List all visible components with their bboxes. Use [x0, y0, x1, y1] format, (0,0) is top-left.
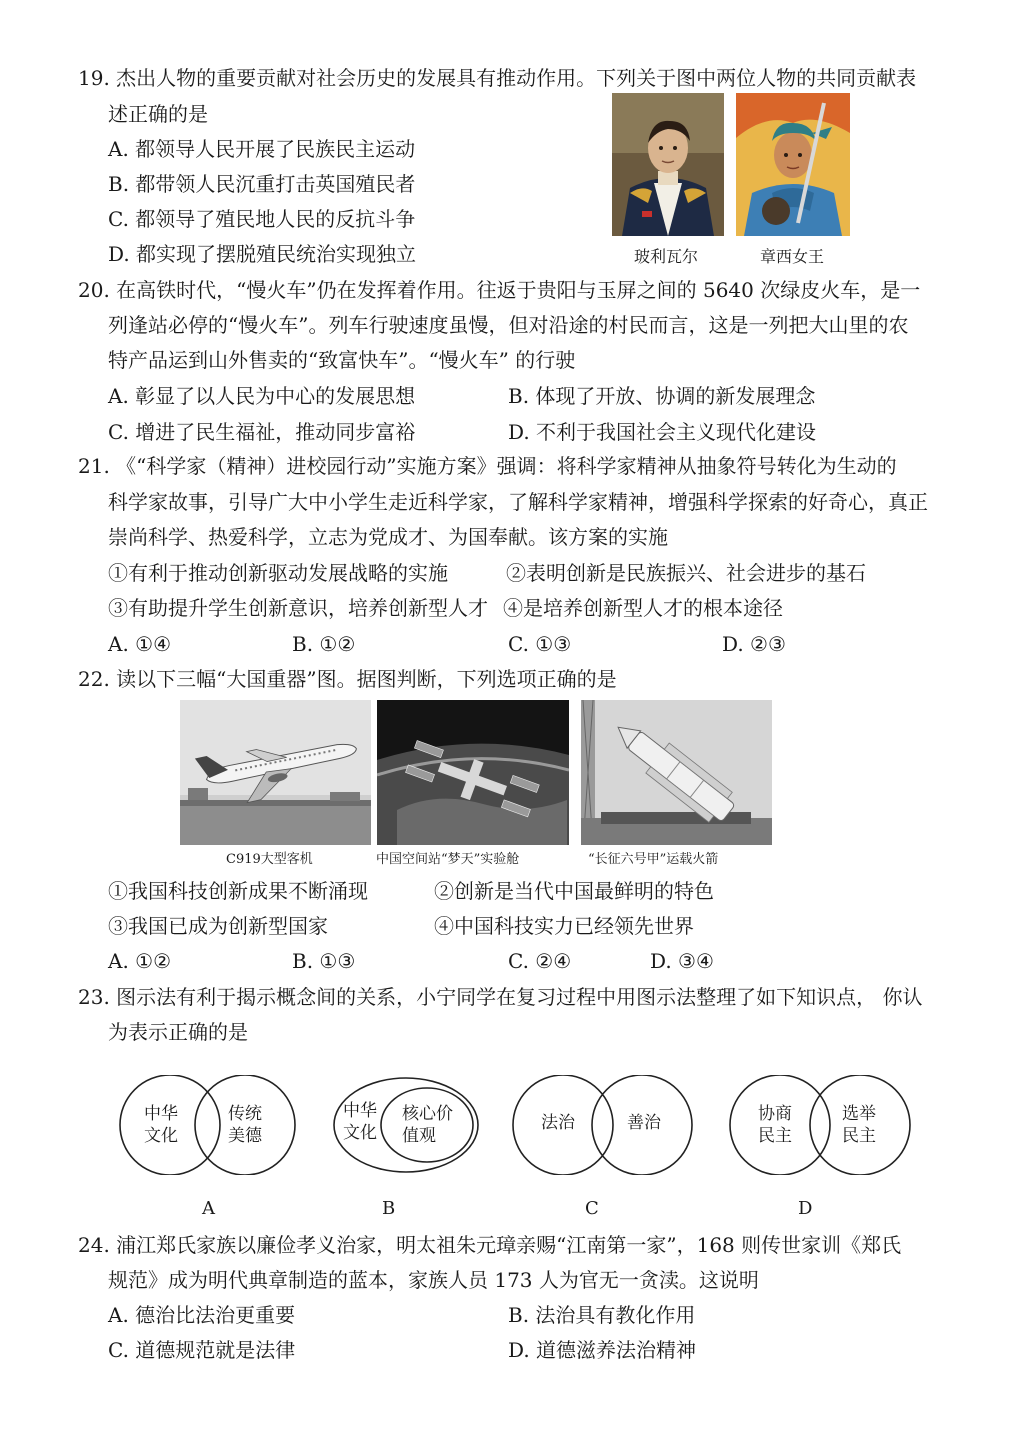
space-station-photo	[377, 700, 569, 845]
venn-a-right-label-1: 传统	[228, 1104, 262, 1124]
q19-option-b: B. 都带领人民沉重打击英国殖民者	[108, 172, 416, 196]
venn-d-left-label-1: 协商	[758, 1104, 792, 1124]
q22-statement-2: ②创新是当代中国最鲜明的特色	[434, 879, 714, 903]
q22-option-c: C. ②④	[508, 949, 572, 973]
q19-option-d: D. 都实现了摆脱殖民统治实现独立	[108, 242, 417, 266]
q22-option-b: B. ①③	[292, 949, 356, 973]
q22-statement-1: ①我国科技创新成果不断涌现	[108, 879, 368, 903]
q20-stem-line1: 20. 在高铁时代，“慢火车”仍在发挥着作用。往返于贵阳与玉屏之间的 5640 次绿皮火车，是一	[78, 278, 921, 302]
q22-option-d: D. ③④	[650, 949, 714, 973]
q20-option-a: A. 彰显了以人民为中心的发展思想	[108, 384, 416, 408]
rani-caption: 章西女王	[760, 247, 825, 266]
q24-option-d: D. 道德滋养法治精神	[508, 1338, 697, 1362]
venn-b-inner-label-2: 值观	[402, 1126, 436, 1146]
venn-a-letter: A	[202, 1198, 215, 1219]
q19-stem-line2: 述正确的是	[108, 102, 208, 126]
q24-stem-line2: 规范》成为明代典章制造的蓝本，家族人员 173 人为官无一贪渎。这说明	[108, 1268, 759, 1292]
q22-statement-3: ③我国已成为创新型国家	[108, 914, 328, 938]
q20-option-c: C. 增进了民生福祉，推动同步富裕	[108, 420, 416, 444]
q24-stem-line1: 24. 浦江郑氏家族以廉俭孝义治家，明太祖朱元璋亲赐“江南第一家”，168 则传世家训《郑氏	[78, 1233, 902, 1257]
venn-a-left-label-2: 文化	[144, 1126, 178, 1146]
venn-c-left-label: 法治	[541, 1113, 575, 1133]
q22-stem: 22. 读以下三幅“大国重器”图。据图判断，下列选项正确的是	[78, 667, 617, 691]
q20-option-d: D. 不利于我国社会主义现代化建设	[508, 420, 817, 444]
q23-stem-line1: 23. 图示法有利于揭示概念间的关系，小宁同学在复习过程中用图示法整理了如下知识点， 你认	[78, 985, 923, 1009]
c919-photo	[180, 700, 371, 845]
rocket-caption: “长征六号甲”运载火箭	[588, 852, 719, 867]
q21-option-c: C. ①③	[508, 632, 572, 656]
q23-stem-line2: 为表示正确的是	[108, 1020, 248, 1044]
q21-option-d: D. ②③	[722, 632, 786, 656]
q21-statement-1: ①有利于推动创新驱动发展战略的实施	[108, 561, 448, 585]
q21-statement-3: ③有助提升学生创新意识，培养创新型人才	[108, 596, 488, 620]
q24-option-c: C. 道德规范就是法律	[108, 1338, 296, 1362]
c919-caption: C919大型客机	[226, 852, 313, 867]
q24-option-a: A. 德治比法治更重要	[108, 1303, 296, 1327]
bolivar-caption: 玻利瓦尔	[634, 247, 699, 266]
rocket-photo	[581, 700, 772, 845]
venn-b-outer-label-1: 中华	[343, 1101, 377, 1121]
q20-stem-line2: 列逢站必停的“慢火车”。列车行驶速度虽慢，但对沿途的村民而言，这是一列把大山里的农	[108, 313, 909, 337]
venn-a-right-label-2: 美德	[228, 1126, 262, 1146]
venn-d-letter: D	[798, 1198, 813, 1219]
q21-statement-4: ④是培养创新型人才的根本途径	[503, 596, 783, 620]
q21-stem-line1: 21. 《“科学家（精神）进校园行动”实施方案》强调：将科学家精神从抽象符号转化为生动的	[78, 454, 897, 478]
rani-portrait	[736, 93, 850, 236]
q21-stem-line3: 崇尚科学、热爱科学，立志为党成才、为国奉献。该方案的实施	[108, 525, 668, 549]
venn-d-right-label-1: 选举	[842, 1104, 876, 1124]
q21-option-b: B. ①②	[292, 632, 356, 656]
q22-statement-4: ④中国科技实力已经领先世界	[434, 914, 694, 938]
q21-option-a: A. ①④	[108, 632, 172, 656]
bolivar-portrait	[612, 93, 724, 236]
q19-option-c: C. 都领导了殖民地人民的反抗斗争	[108, 207, 416, 231]
venn-b-letter: B	[382, 1198, 396, 1219]
q21-statement-2: ②表明创新是民族振兴、社会进步的基石	[506, 561, 866, 585]
q24-option-b: B. 法治具有教化作用	[508, 1303, 696, 1327]
q19-option-a: A. 都领导人民开展了民族民主运动	[108, 137, 416, 161]
venn-b-inner-label-1: 核心价	[402, 1104, 453, 1124]
q20-stem-line3: 特产品运到山外售卖的“致富快车”。“慢火车” 的行驶	[108, 348, 576, 372]
q21-stem-line2: 科学家故事，引导广大中小学生走近科学家，了解科学家精神，增强科学探索的好奇心，真正	[108, 490, 928, 514]
q20-option-b: B. 体现了开放、协调的新发展理念	[508, 384, 816, 408]
q19-stem-line1: 19. 杰出人物的重要贡献对社会历史的发展具有推动作用。下列关于图中两位人物的共同贡献表	[78, 66, 917, 90]
venn-c-letter: C	[585, 1198, 599, 1219]
space-station-caption: 中国空间站“梦天”实验舱	[376, 852, 520, 867]
q22-option-a: A. ①②	[108, 949, 172, 973]
venn-c-right-label: 善治	[627, 1113, 661, 1133]
venn-a-left-label-1: 中华	[144, 1104, 178, 1124]
venn-d-left-label-2: 民主	[758, 1126, 792, 1146]
venn-b-outer-label-2: 文化	[343, 1123, 377, 1143]
venn-d-right-label-2: 民主	[842, 1126, 876, 1146]
